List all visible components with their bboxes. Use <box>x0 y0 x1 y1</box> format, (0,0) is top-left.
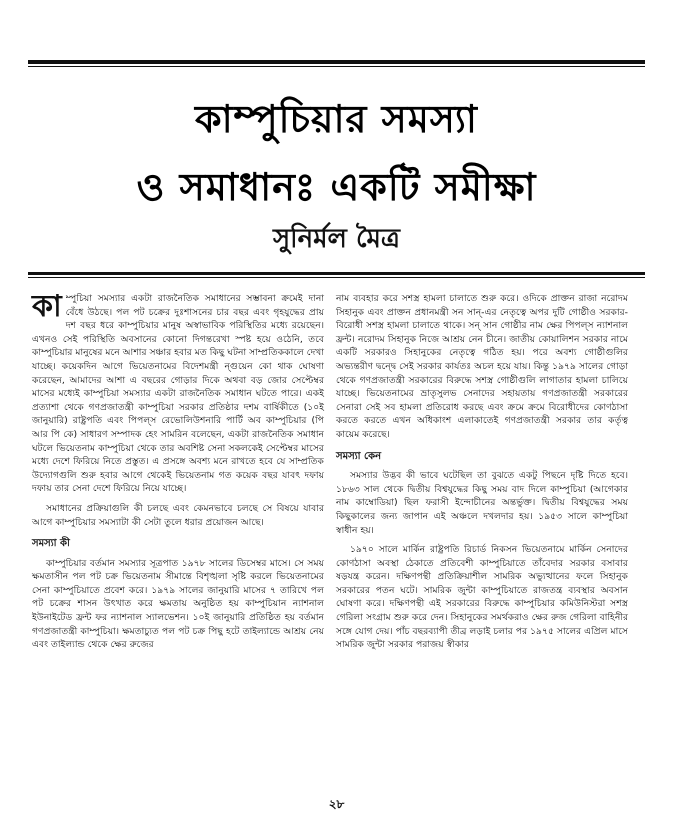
top-rule-thin <box>28 66 645 67</box>
left-paragraph-1-text: ম্পুচিয়া সমস্যার একটা রাজনৈতিক সমাধানের সম্ভাবনা ক্রমেই দানা বেঁধে উঠছে। পল পট চক্রের দুঃশাসনের চার বছর এবং গৃহযুদ্ধের প্রায় দশ বছর ধরে কাম্পুচিয়ার মানুষ অস্বাভাবিক পরিস্থিতির মধ্যে রয়েছেন। এখনও সেই পরিস্থিতি অবসানের কোনো দিগন্তরেখা স্পষ্ট হয়ে ওঠেনি, তবে কাম্পুচিয়ার মানুষের মনে আশার সঞ্চার হবার মত কিছু ঘটনা সাম্প্রতিককালে দেখা যাচ্ছে। কয়েকদিন আগে ভিয়েতনামের বিদেশমন্ত্রী ন্‌গুয়েন কো থাক ঘোষণা করেছেন, আমাদের আশা এ বছরের গোড়ার দিকে অথবা বড় জোর সেপ্টেম্বর মাসের মধ্যেই কাম্পুচিয়া সমস্যার একটা রাজনৈতিক সমাধান ঘটতে পারে। একই প্রত্যাশা থেকে গণপ্রজাতন্ত্রী কাম্পুচিয়া সরকার প্রতিষ্ঠার দশম বার্ষিকীতে (১০ই জানুয়ারি) রাষ্ট্রপতি এবং পিপল্‌স রেভোলিউশনারি পার্টি অব কাম্পুচিয়ার (পি আর পি কে) সাধারণ সম্পাদক হেং সামরিন বলেছেন, একটা রাজনৈতিক সমাধান ঘটলে ভিয়েতনাম কাম্পুচিয়া থেকে তার অবশিষ্ট সেনা সকলকেই সেপ্টেম্বর মাসের মধ্যে দেশে ফিরিয়ে নিতে প্রস্তুত। এ প্রসঙ্গে অবশ্য মনে রাখতে হবে যে সাম্প্রতিক উদ্যোগগুলি শুরু হবার আগে থেকেই ভিয়েতনাম গত কয়েক বছর যাবৎ দফায় দফায় তার সেনা দেশে ফিরিয়ে নিয়ে যাচ্ছে। <box>32 293 324 495</box>
left-column <box>32 289 324 658</box>
drop-cap: কা <box>32 289 62 324</box>
left-paragraph-3: কাম্পুচিয়ার বর্তমান সমস্যার সূত্রপাত ১৯৭৮ সালের ডিসেম্বর মাসে। সে সময় ক্ষমতাসীন পল পট চক্র ভিয়েতনাম সীমান্তে বিশৃঙ্খলা সৃষ্টি করলে ভিয়েতনামের সেনা কাম্পুচিয়াতে প্রবেশ করে। ১৯৭৯ সালের জানুয়ারি মাসের ৭ তারিখে পল পট চক্রের শাসন উৎখাত করে ক্ষমতায় অনুষ্ঠিত হয় কাম্পুচিয়ান ন্যাশনাল ইউনাইটেড ফ্রন্ট ফর ন্যাশনাল স্যালভেশন। ১০ই জানুয়ারি প্রতিষ্ঠিত হয় বর্তমান গণপ্রজাতন্ত্রী কাম্পুচিয়া। ক্ষমতাচ্যুত পল পট চক্র পিছু হটে তাইল্যান্ডে আশ্রয় নেয় এবং তাইল্যান্ড থেকে ক্ষের রুজের <box>32 557 324 651</box>
header-rule-thin <box>28 277 645 278</box>
right-paragraph-2: সমস্যার উদ্ভব কী ভাবে ঘটেছিল তা বুঝতে একটু পিছনে দৃষ্টি দিতে হবে। ১৮৬৩ সাল থেকে দ্বিতীয় বিশ্বযুদ্ধের কিছু সময় বাদ দিলে কাম্পুচিয়া (আগেকার নাম কাম্বোডিয়া) ছিল ফরাসী ইন্দোচীনের অন্তর্ভুক্ত। দ্বিতীয় বিশ্বযুদ্ধের সময় কিছুকালের জন্য জাপান এই অঞ্চলে দখলদার হয়। ১৯৫৩ সালে কাম্পুচিয়া স্বাধীন হয়। <box>336 470 628 536</box>
right-paragraph-3: ১৯৭০ সালে মার্কিন রাষ্ট্রপতি রিচার্ড নিকসন ভিয়েতনামে মার্কিন সেনাদের কোণঠাসা অবস্থা ঠেকাতে প্রতিবেশী কাম্পুচিয়াতে তাঁবেদার সরকার বসাবার ষড়যন্ত্র করেন। দক্ষিণপন্থী প্রতিক্রিয়াশীল সামরিক অভ্যুত্থানের ফলে সিহানুক সরকারের পতন ঘটে। সামরিক জুন্টা কাম্পুচিয়াতে রাজতন্ত্র ব্যবস্থার অবসান ঘোষণা করে। দক্ষিণপন্থী এই সরকারের বিরুদ্ধে কাম্পুচিয়ার কমিউনিস্টরা সশস্ত্র গেরিলা সংগ্রাম শুরু করে দেন। সিহানুকের সমর্থকরাও ক্ষের রুজ গেরিলা বাহিনীর সঙ্গে যোগ দেয়। পাঁচ বছরব্যাপী তীব্র লড়াই চলার পর ১৯৭৫ সালের এপ্রিল মাসে সামরিক জুন্টা সরকার পরাজয় স্বীকার <box>336 544 628 651</box>
right-column <box>336 292 628 658</box>
left-paragraph-1 <box>32 289 324 496</box>
article-title-line-1: কাম্পুচিয়ার সমস্যা <box>195 97 478 141</box>
header-rule <box>28 272 645 275</box>
right-paragraph-1: নাম ব্যবহার করে সশস্ত্র হামলা চালাতে শুরু করে। ওদিকে প্রাক্তন রাজা নরোদম সিহানুক এবং প্রাক্তন প্রধানমন্ত্রী সন সান্‌-এর নেতৃত্বে অপর দুটি গোষ্ঠীও সরকার-বিরোধী সশস্ত্র হামলা চালাতে থাকে। সন্‌ সান গোষ্ঠীর নাম ক্ষের পিপল্‌স ন্যাশনাল ফ্রন্ট। নরোদম সিহানুক নিজে আশ্রয় নেন চীনে। জাতীয় কোয়ালিশন সরকার নামে একটি সরকারও সিহানুকের নেতৃত্বে গঠিত হয়। পরে অবশ্য গোষ্ঠীগুলির অভ্যন্তরীণ দ্বন্দ্বে সেই সরকার কার্যতঃ অচল হয়ে যায়। কিন্তু ১৯৭৯ সালের গোড়া থেকে গণপ্রজাতন্ত্রী সরকারের বিরুদ্ধে সশস্ত্র গোষ্ঠীগুলি লাগাতার হামলা চালিয়ে যাচ্ছে। ভিয়েতনামের ভ্রাতৃসুলভ সেনাদের সহায়তায় গণপ্রজাতন্ত্রী সরকারের সেনারা সেই সব হামলা প্রতিরোধ করছে এবং ক্রমে ক্রমে বিরোধীদের কোণঠাসা করতে করতে এখন অধিকাংশ এলাকাতেই গণপ্রজাতন্ত্রী সরকার তার কর্তৃত্ব কায়েম করেছে। <box>336 293 628 440</box>
article-author: সুনির্মল মৈত্র <box>272 224 401 254</box>
page-number: ২৮ <box>328 797 345 811</box>
section-heading-what: সমস্যা কী <box>32 538 70 550</box>
section-heading-why: সমস্যা কেন <box>336 450 382 462</box>
left-paragraph-2: সমাধানের প্রক্রিয়াগুলি কী চলছে এবং কেমনভাবে চলছে সে বিষয়ে যাবার আগে কাম্পুচিয়ার সমস্যাটা কী সেটা তুলে ধরার প্রয়োজন আছে। <box>32 502 324 528</box>
top-rule <box>28 60 645 64</box>
article-title-line-2: ও সমাধানঃ একটি সমীক্ষা <box>136 165 537 209</box>
